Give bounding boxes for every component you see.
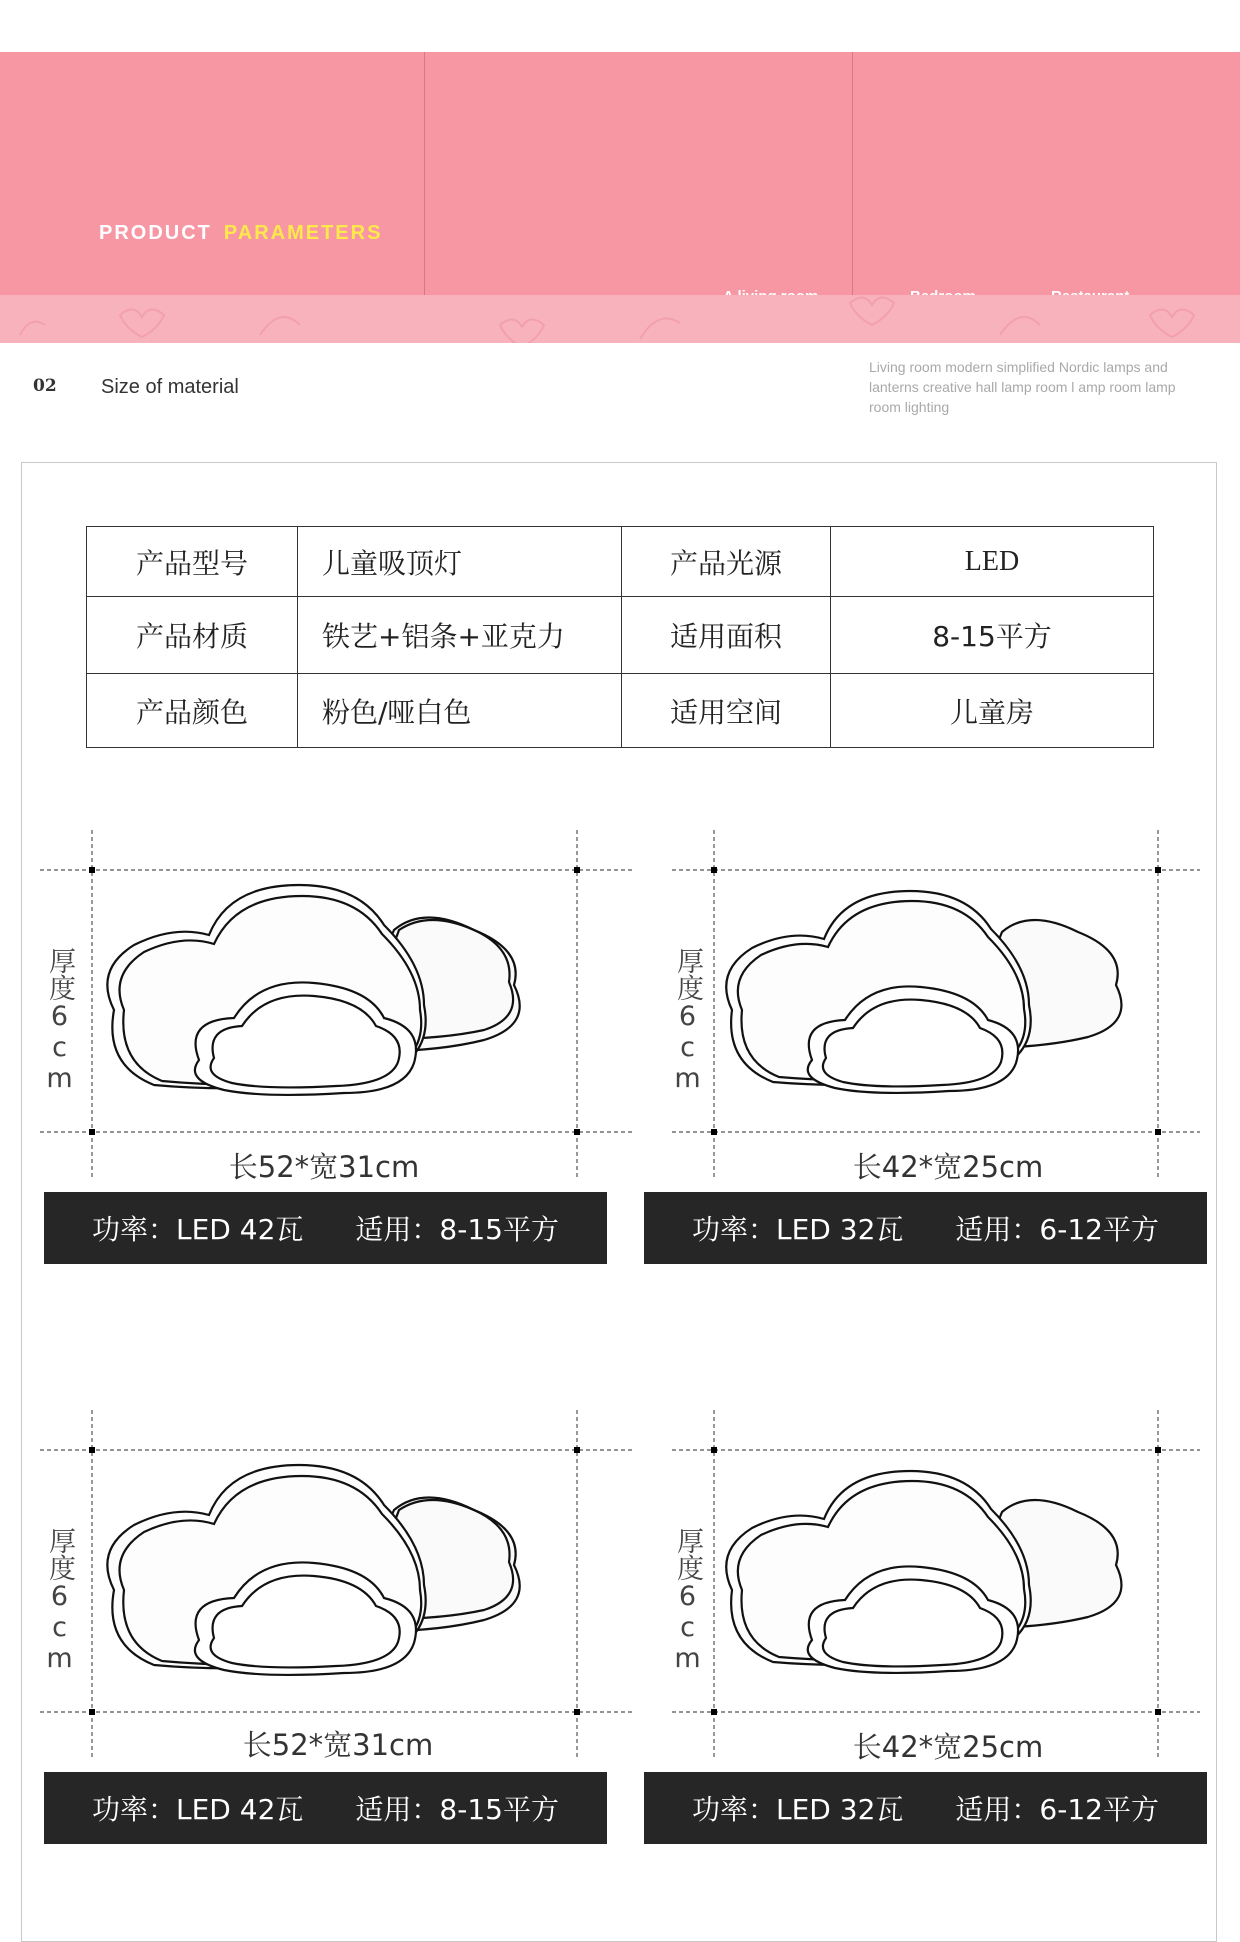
area-label: 适用：6-12平方 — [955, 1213, 1159, 1246]
size-label: 长42*宽25cm — [852, 1730, 1044, 1764]
power-label: 功率：LED 32瓦 — [692, 1793, 904, 1826]
spec-value: 粉色/哑白色 — [298, 674, 622, 748]
spec-key: 适用空间 — [622, 674, 831, 748]
spec-value: LED — [831, 527, 1154, 597]
area-label: 适用：8-15平方 — [355, 1213, 559, 1246]
spec-value: 8-15平方 — [831, 597, 1154, 674]
size-label: 长52*宽31cm — [228, 1150, 420, 1184]
spec-table — [86, 526, 1154, 748]
thickness-label: 厚度6cm — [44, 1527, 75, 1674]
spec-bar — [44, 1772, 607, 1844]
size-label: 长52*宽31cm — [242, 1728, 434, 1762]
product-cell — [644, 830, 1204, 1300]
spec-value: 儿童吸顶灯 — [298, 527, 622, 597]
product-cell — [644, 1410, 1204, 1880]
product-cell — [44, 830, 604, 1300]
heart-pattern-icon — [0, 295, 1240, 343]
product-cell — [44, 1410, 604, 1880]
spec-key: 产品材质 — [87, 597, 298, 674]
power-label: 功率：LED 42瓦 — [92, 1793, 304, 1826]
thickness-label: 厚度6cm — [44, 947, 75, 1094]
table-row — [87, 527, 1154, 597]
thickness-label: 厚度6cm — [672, 1527, 703, 1674]
spec-bar — [644, 1192, 1207, 1264]
area-label: 适用：8-15平方 — [355, 1793, 559, 1826]
size-label: 长42*宽25cm — [852, 1150, 1044, 1184]
banner-title — [99, 222, 382, 245]
banner-title-yellow: PARAMETERS — [223, 222, 383, 244]
table-row — [87, 597, 1154, 674]
spec-value: 儿童房 — [831, 674, 1154, 748]
spec-bar — [44, 1192, 607, 1264]
banner-title-white: PRODUCT — [99, 222, 212, 244]
decor-strip — [0, 295, 1240, 343]
power-label: 功率：LED 32瓦 — [692, 1213, 904, 1246]
section-number: 02 — [33, 376, 57, 396]
spec-key: 产品型号 — [87, 527, 298, 597]
spec-key: 产品颜色 — [87, 674, 298, 748]
thickness-label: 厚度6cm — [672, 947, 703, 1094]
banner-divider — [424, 52, 425, 295]
section-title: Size of material — [101, 376, 239, 398]
banner-divider — [852, 52, 853, 295]
power-label: 功率：LED 42瓦 — [92, 1213, 304, 1246]
spec-key: 适用面积 — [622, 597, 831, 674]
section-tagline: Living room modern simplified Nordic lamps and lanterns creative hall lamp room l amp room lamp room lighting — [869, 359, 1176, 415]
spec-key: 产品光源 — [622, 527, 831, 597]
area-label: 适用：6-12平方 — [955, 1793, 1159, 1826]
spec-bar — [644, 1772, 1207, 1844]
banner — [0, 52, 1240, 295]
table-row — [87, 674, 1154, 748]
spec-value: 铁艺+铝条+亚克力 — [298, 597, 622, 674]
